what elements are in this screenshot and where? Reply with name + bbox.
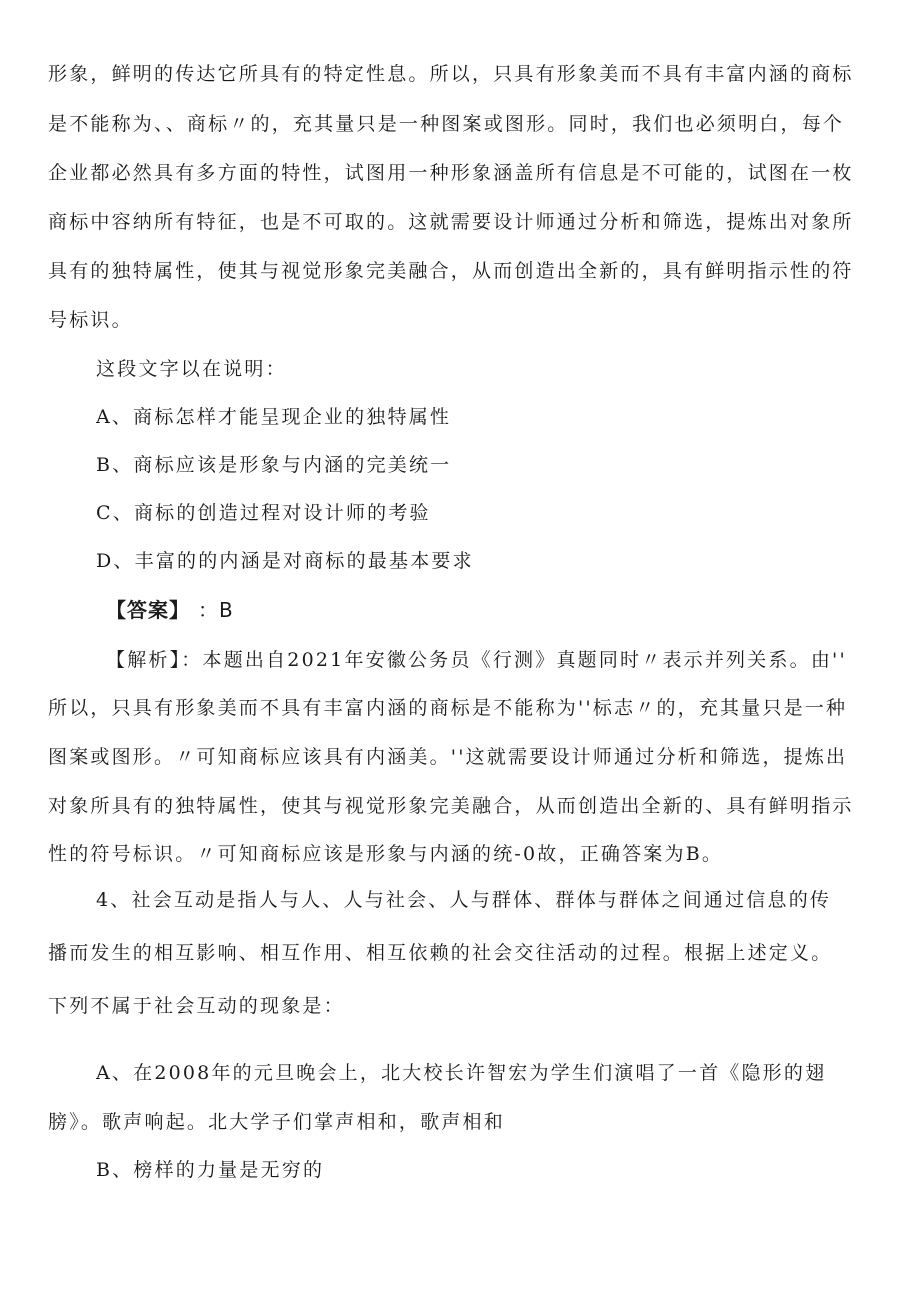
question-stem: 播而发生的相互影响、相互作用、相互依赖的社会交往活动的过程。根据上述定义。 xyxy=(48,942,833,964)
option-b: B、商标应该是形象与内涵的完美统一 xyxy=(96,454,452,476)
analysis-line: 对象所具有的独特属性，使其与视觉形象完美融合，从而创造出全新的、具有鲜明指示 xyxy=(48,795,854,817)
option-a: A、商标怎样才能呈现企业的独特属性 xyxy=(96,406,452,428)
option-b: B、榜样的力量是无穷的 xyxy=(96,1159,325,1181)
analysis-line: 图案或图形。〃可知商标应该具有内涵美。''这就需要设计师通过分析和筛选，提炼出 xyxy=(48,746,848,768)
option-c: C、商标的创造过程对设计师的考验 xyxy=(96,502,431,524)
option-a: A、在2008年的元旦晚会上，北大校长许智宏为学生们演唱了一首《隐形的翅 xyxy=(96,1062,827,1084)
paragraph-line: 具有的独特属性，使其与视觉形象完美融合，从而创造出全新的，具有鲜明指示性的符 xyxy=(48,260,854,282)
paragraph-line: 形象，鲜明的传达它所具有的特定性息。所以，只具有形象美而不具有丰富内涵的商标 xyxy=(48,63,854,85)
question-stem: 4、社会互动是指人与人、人与社会、人与群体、群体与群体之间通过信息的传 xyxy=(96,889,832,911)
paragraph-line: 企业都必然具有多方面的特性，试图用一种形象涵盖所有信息是不可能的，试图在一枚 xyxy=(48,162,854,184)
paragraph-line: 商标中容纳所有特征，也是不可取的。这就需要设计师通过分析和筛选，提炼出对象所 xyxy=(48,211,854,233)
analysis-line: 性的符号标识。〃可知商标应该是形象与内涵的统-0故，正确答案为B。 xyxy=(48,843,724,865)
analysis-line: 所以，只具有形象美而不具有丰富内涵的商标是不能称为''标志〃的，充其量只是一种 xyxy=(48,697,848,719)
paragraph-line: 号标识。 xyxy=(48,309,133,331)
question-stem: 这段文字以在说明： xyxy=(96,358,287,380)
paragraph-line: 是不能称为、、商标〃的，充其量只是一种图案或图形。同时，我们也必须明白，每个 xyxy=(48,113,845,135)
analysis-line: 【解析】：本题出自2021年安徽公务员《行测》真题同时〃表示并列关系。由'' xyxy=(106,649,847,671)
option-a: 膀》。歌声响起。北大学子们掌声相和，歌声相和 xyxy=(48,1111,505,1133)
answer-value: ：B xyxy=(197,598,234,622)
option-d: D、丰富的的内涵是对商标的最基本要求 xyxy=(96,550,474,572)
answer-line xyxy=(106,598,234,622)
question-stem: 下列不属于社会互动的现象是： xyxy=(48,995,345,1017)
answer-label: 【答案】 xyxy=(106,598,190,622)
